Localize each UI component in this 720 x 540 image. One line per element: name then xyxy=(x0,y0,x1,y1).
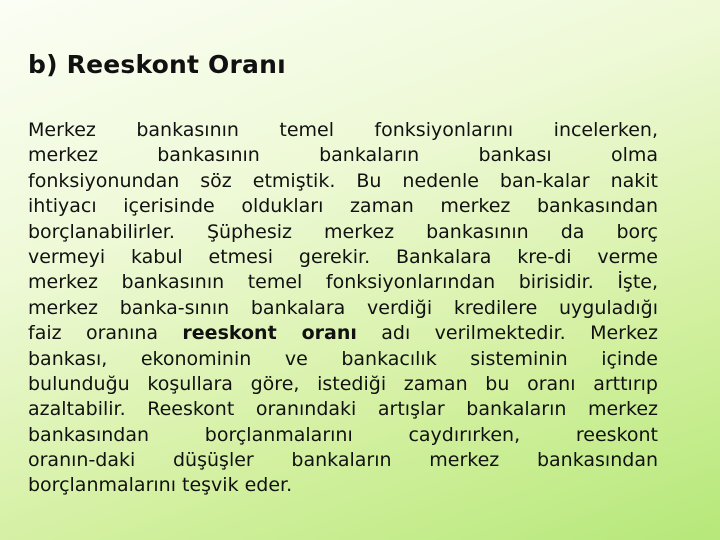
body-line: merkez bankasının temel fonksiyonlarından birisidir. İşte, xyxy=(28,271,658,294)
body-line: ihtiyacı içerisinde oldukları zaman merkez bankasından xyxy=(28,195,658,218)
body-line: bankası, ekonominin ve bankacılık sisteminin içinde xyxy=(28,347,658,370)
body-line: borçlanabilirler. Şüphesiz merkez bankasının da borç xyxy=(28,220,658,243)
body-line-text: faiz oranına xyxy=(28,322,159,345)
body-line: merkez bankasının bankaların bankası olma xyxy=(28,144,658,167)
body-line: merkez banka-sının bankalara verdiği kredilere uyguladığı xyxy=(28,296,658,319)
slide-title: b) Reeskont Oranı xyxy=(28,50,286,79)
body-line: bankasından borçlanmalarını caydırırken, reeskont xyxy=(28,423,658,446)
body-line: vermeyi kabul etmesi gerekir. Bankalara kre-di verme xyxy=(28,245,658,268)
body-line: azaltabilir. Reeskont oranındaki artışlar bankaların merkez xyxy=(28,398,658,421)
slide-body xyxy=(28,118,658,499)
body-line xyxy=(28,321,658,346)
reeskont-orani-term: reeskont oranı xyxy=(182,322,357,345)
body-line: borçlanmalarını teşvik eder. xyxy=(28,474,293,497)
body-line: bulunduğu koşullara göre, istediği zaman bu oranı arttırıp xyxy=(28,372,658,395)
body-line: oranın-daki düşüşler bankaların merkez bankasından xyxy=(28,449,658,472)
body-line-text: adı verilmektedir. Merkez xyxy=(381,322,658,345)
body-line: fonksiyonundan söz etmiştik. Bu nedenle ban-kalar nakit xyxy=(28,169,658,192)
body-line: Merkez bankasının temel fonksiyonlarını incelerken, xyxy=(28,119,658,141)
